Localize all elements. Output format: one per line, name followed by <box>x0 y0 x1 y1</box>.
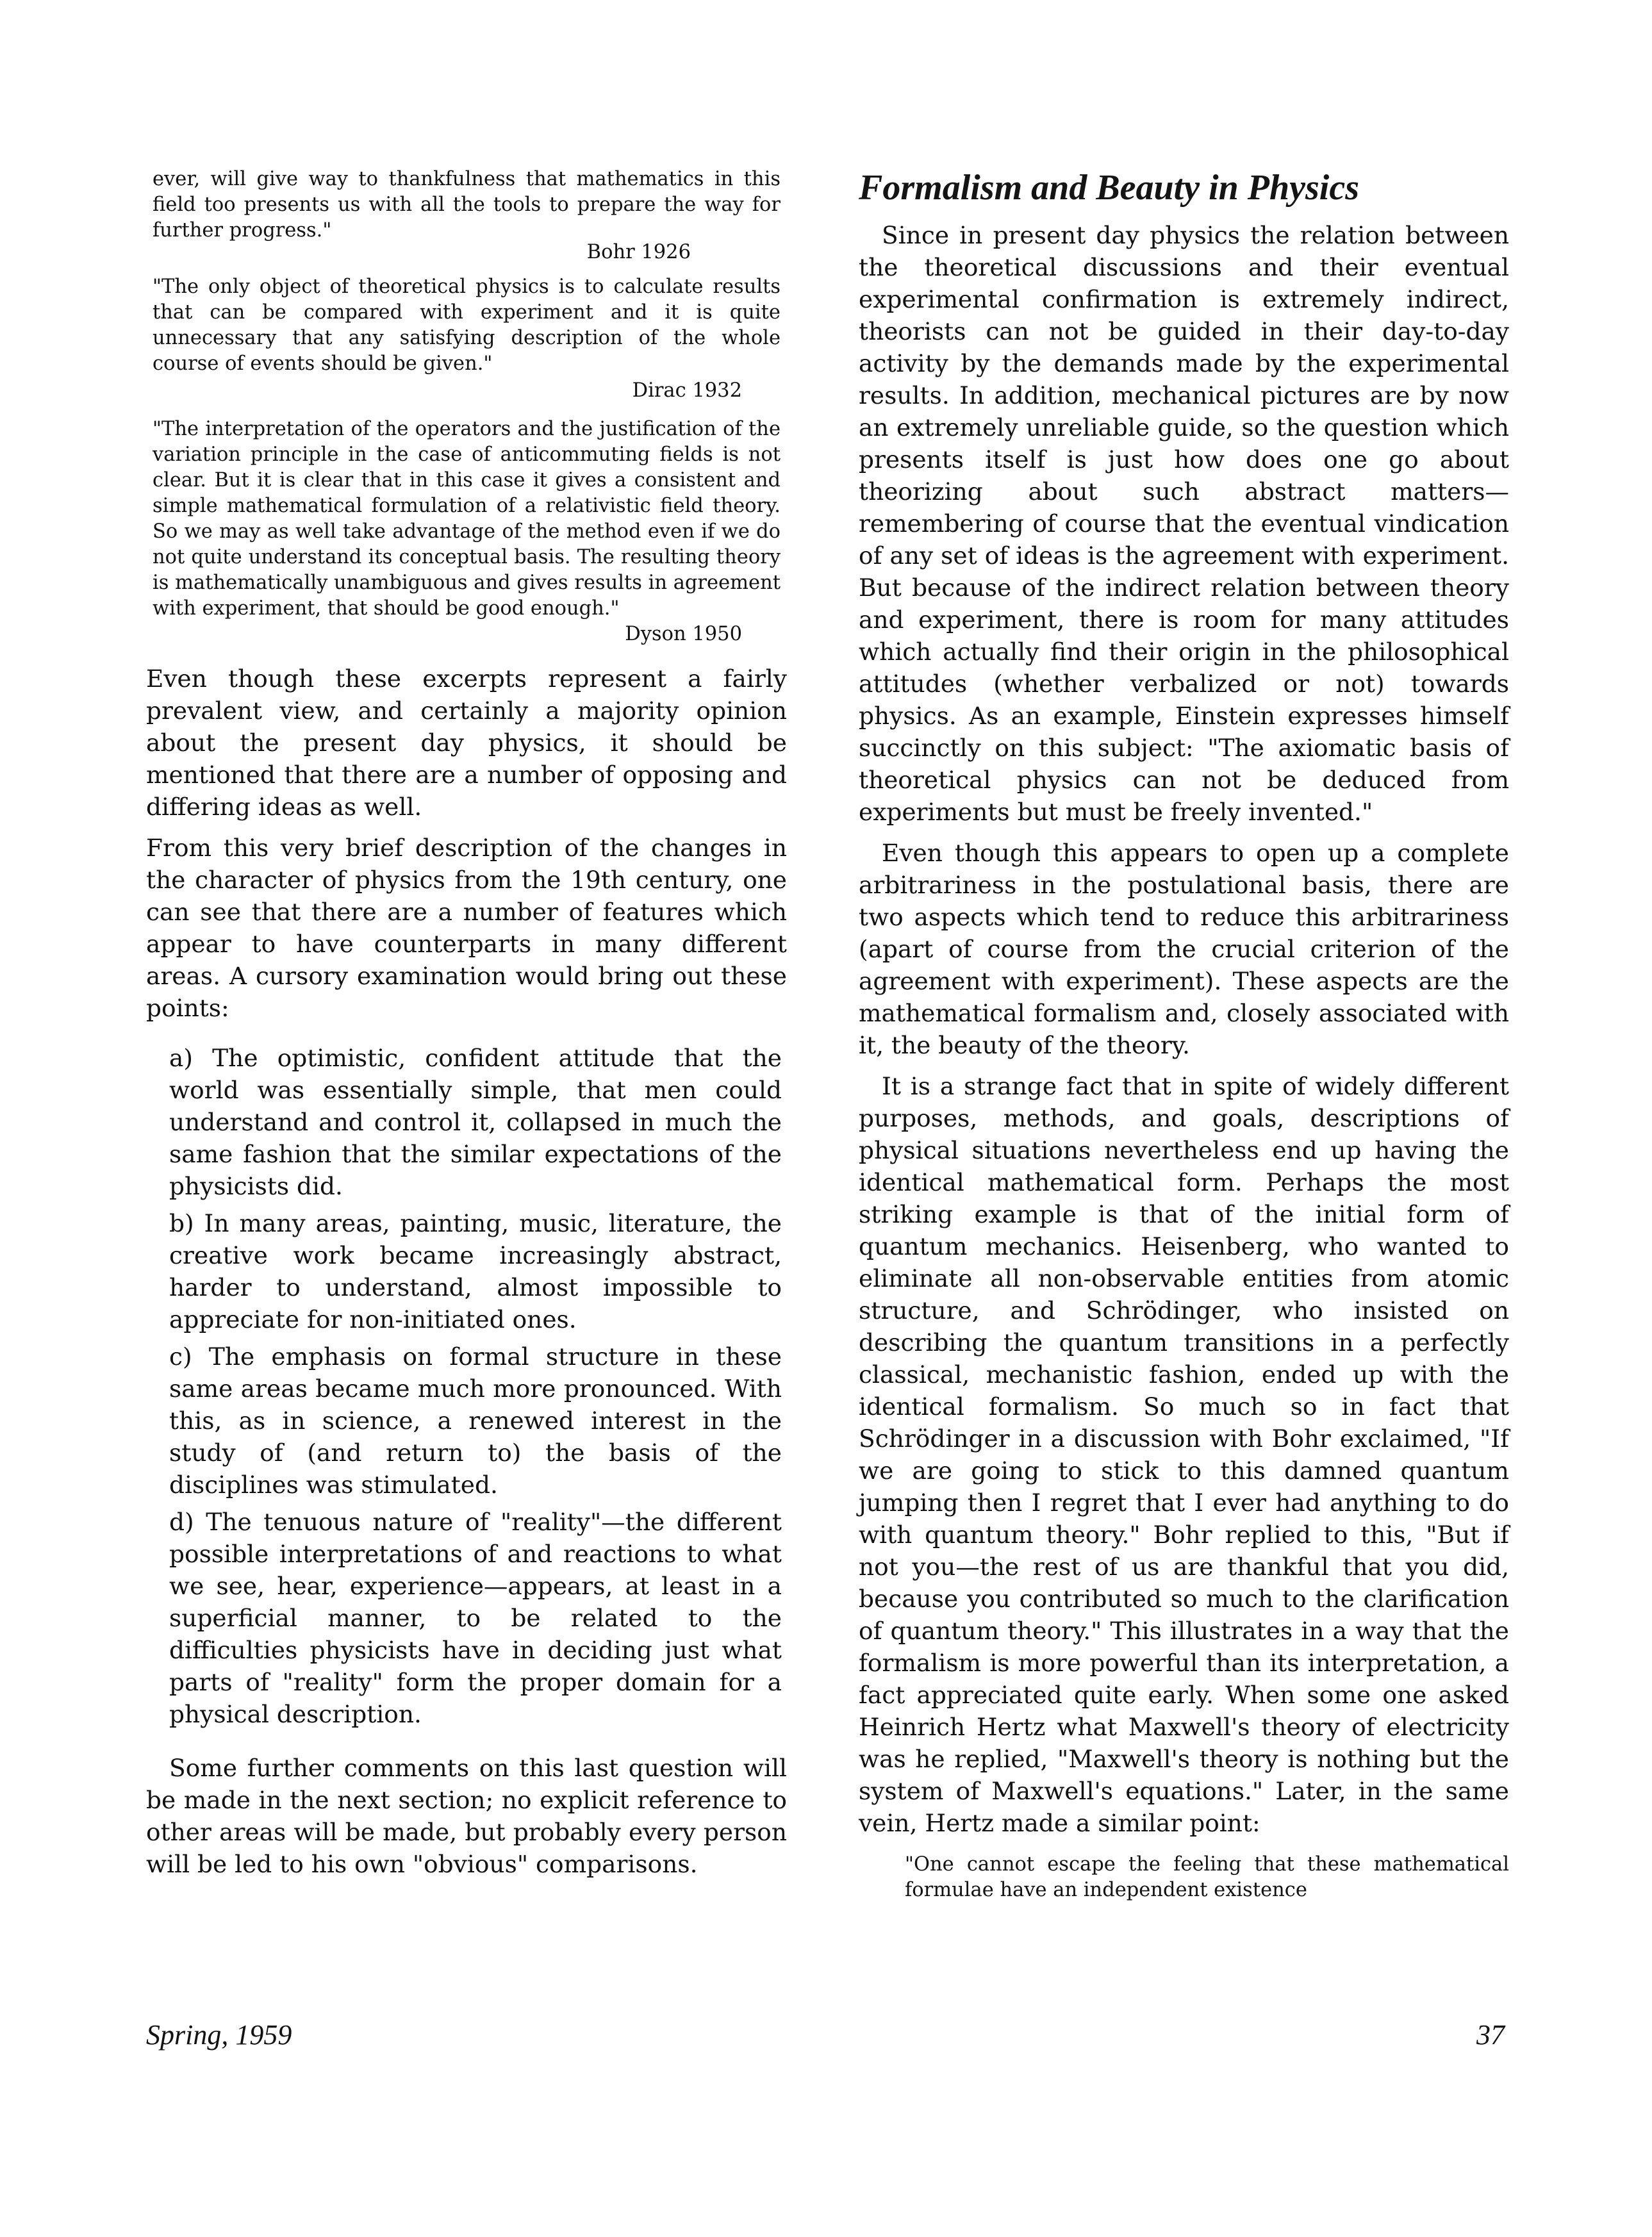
page-number: 37 <box>1476 2019 1505 2051</box>
quote-dirac: "The only object of theoretical physics is to calculate results that can be compared with experiment and it is quite unnecessary that any satisfying description of the whole course of events should be given." <box>153 276 781 375</box>
list-item: a) The optimistic, confident attitude that the world was essentially simple, that men could understand and control it, collapsed in much the same fashion that the similar expectations of the physicists did. <box>169 1044 782 1200</box>
paragraph-excerpts: Even though these excerpts represent a fairly prevalent view, and certainly a majority opinion about the present day physics, it should be mentioned that there are a number of opposing and differing ideas as well. <box>146 664 787 821</box>
section-heading: Formalism and Beauty in Physics <box>859 168 1359 208</box>
paragraph-formalism-3: It is a strange fact that in spite of widely different purposes, methods, and goals, descriptions of physical situations nevertheless end up having the identical mathematical form. Perhaps the most striking example is that of the initial form of quantum mechanics. Heisenberg, who wanted to eliminate all non-observable entities from atomic structure, and Schrödinger, who insisted on describing the quantum transitions in a perfectly classical, mechanistic fashion, ended up with the identical formalism. So much so in fact that Schrödinger in a discussion with Bohr exclaimed, "If we are going to stick to this damned quantum jumping then I regret that I ever had anything to do with quantum theory." Bohr replied to this, "But if not you—the rest of us are thankful that you did, because you contributed so much to the clarification of quantum theory." This illustrates in a way that the formalism is more powerful than its interpretation, a fact appreciated quite early. When some one asked Heinrich Hertz what Maxwell's theory of electricity was he replied, "Maxwell's theory is nothing but the system of Maxwell's equations." Later, in the same vein, Hertz made a similar point: <box>859 1072 1509 1837</box>
paragraph-changes: From this very brief description of the changes in the character of physics from the 19th century, one can see that there are a number of features which appear to have counterparts in many different areas. A cursory examination would bring out these points: <box>146 834 787 1022</box>
attribution-dyson: Dyson 1950 <box>625 623 742 645</box>
left-column <box>146 167 787 1889</box>
list-item: b) In many areas, painting, music, literature, the creative work became increasingly abstract, harder to understand, almost impossible to appreciate for non-initiated ones. <box>169 1209 782 1333</box>
attribution-bohr: Bohr 1926 <box>586 241 691 263</box>
quote-bohr: ever, will give way to thankfulness that mathematics in this field too presents us with all the tools to prepare the way for further progress." <box>153 168 781 242</box>
paragraph-formalism-2: Even though this appears to open up a complete arbitrariness in the postulational basis, there are two aspects which tend to reduce this arbitrariness (apart of course from the crucial criterion of the agreement with experiment). These aspects are the mathematical formalism and, closely associated with it, the beauty of the theory. <box>859 839 1509 1059</box>
footer-issue: Spring, 1959 <box>146 2019 292 2051</box>
list-item: d) The tenuous nature of "reality"—the different possible interpretations of and reactions to what we see, hear, experience—appears, at least in a superficial manner, to be related to the difficulties physicists have in deciding just what parts of "reality" form the proper domain for a physical description. <box>169 1508 782 1728</box>
paragraph-formalism-1: Since in present day physics the relation between the theoretical discussions and their eventual experimental confirmation is extremely indirect, theorists can not be guided in their day-to-day activity by the demands made by the experimental results. In addition, mechanical pictures are by now an extremely unreliable guide, so the question which presents itself is just how does one go about theorizing about such abstract matters—remembering of course that the eventual vindication of any set of ideas is the agreement with experiment. But because of the indirect relation between theory and experiment, there is room for many attitudes which actually find their origin in the philosophical attitudes (whether verbalized or not) towards physics. As an example, Einstein expresses himself succinctly on this subject: "The axiomatic basis of theoretical physics can not be deduced from experiments but must be freely invented." <box>859 221 1509 826</box>
attribution-dirac: Dirac 1932 <box>632 379 742 402</box>
list-item: c) The emphasis on formal structure in these same areas became much more pronounced. With this, as in science, a renewed interest in the study of (and return to) the basis of the disciplines was stimulated. <box>169 1342 782 1499</box>
quote-dyson: "The interpretation of the operators and the justification of the variation principle in the case of anticommuting fields is not clear. But it is clear that in this case it gives a consistent and simple mathematical formulation of a relativistic field theory. So we may as well take advantage of the method even if we do not quite understand its conceptual basis. The resulting theory is mathematically unambiguous and gives results in agreement with experiment, that should be good enough." <box>153 418 781 620</box>
paragraph-comments: Some further comments on this last question will be made in the next section; no explicit reference to other areas will be made, but probably every person will be led to his own "obvious" comparisons. <box>146 1754 787 1878</box>
points-list <box>146 1042 787 1730</box>
quote-hertz: "One cannot escape the feeling that these mathematical formulae have an independent existence <box>905 1853 1509 1901</box>
right-column <box>859 167 1509 1903</box>
